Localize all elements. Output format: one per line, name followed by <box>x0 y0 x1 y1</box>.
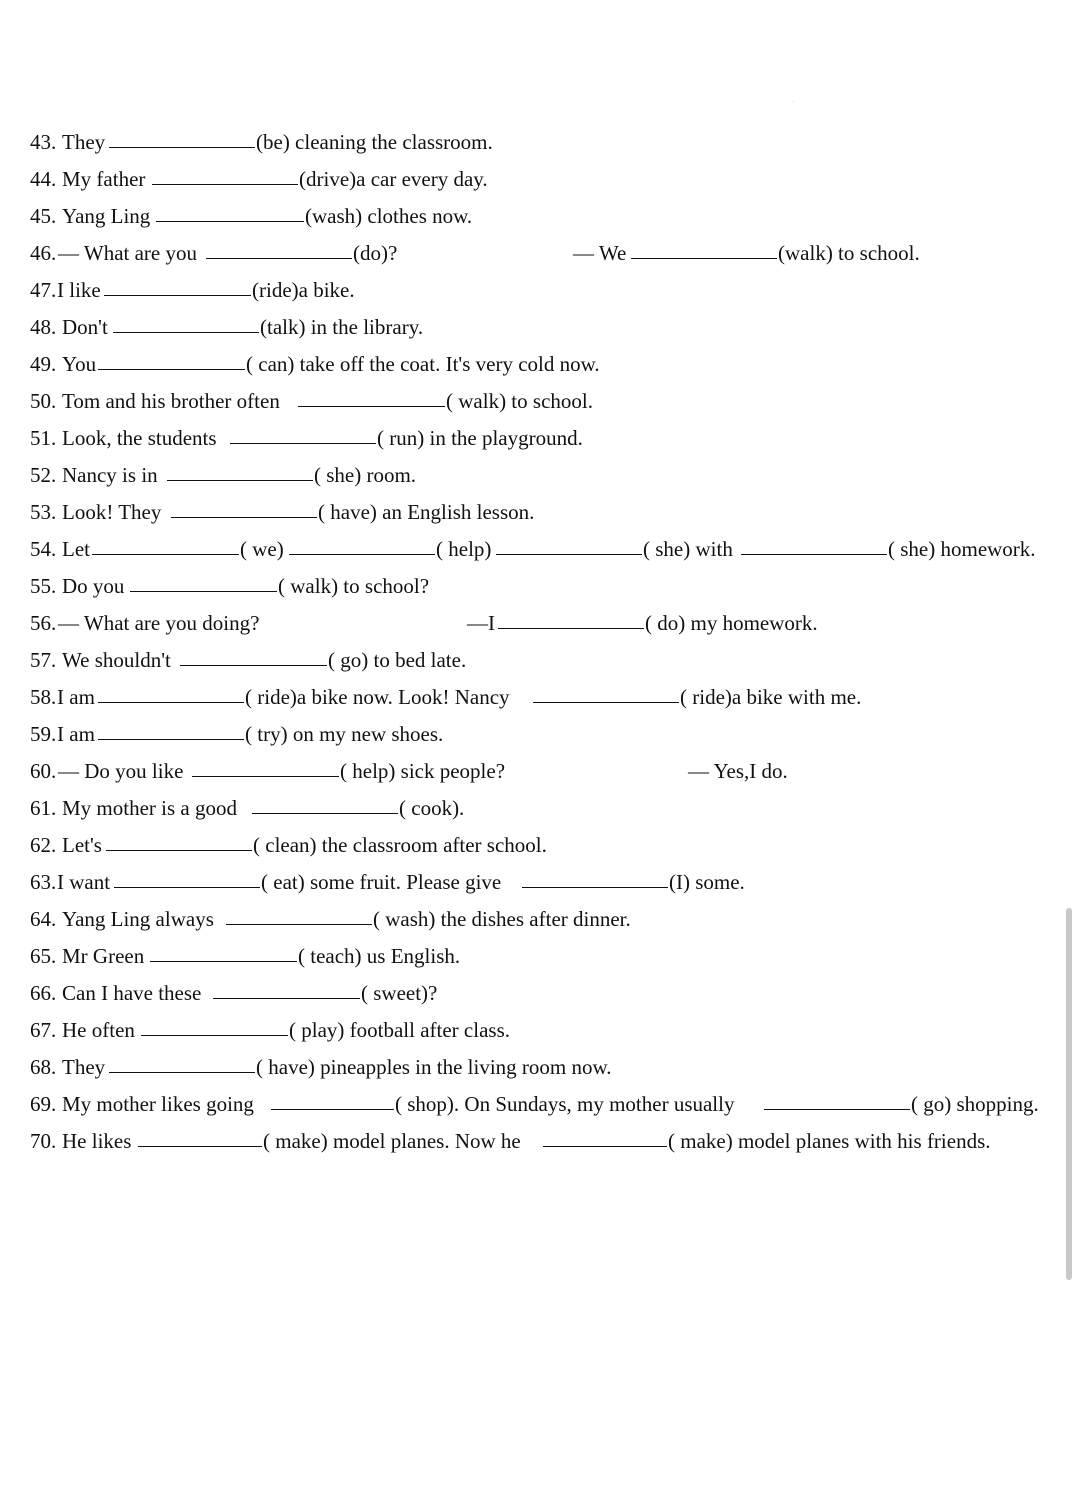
exercise-text: ( walk) to school? <box>278 574 430 598</box>
exercise-number: 64. <box>30 907 57 931</box>
answer-blank[interactable] <box>156 221 304 222</box>
exercise-text: — What are you doing? <box>58 611 260 635</box>
exercise-text: ( sweet)? <box>361 981 438 1005</box>
exercise-number: 55. <box>30 574 57 598</box>
answer-blank[interactable] <box>106 850 252 851</box>
exercise-text: ( clean) the classroom after school. <box>253 833 547 857</box>
answer-blank[interactable] <box>226 924 372 925</box>
exercise-text: I am <box>57 685 95 709</box>
exercise-text: ( try) on my new shoes. <box>245 722 444 746</box>
answer-blank[interactable] <box>167 480 313 481</box>
answer-blank[interactable] <box>109 147 255 148</box>
answer-blank[interactable] <box>138 1146 262 1147</box>
answer-blank[interactable] <box>114 887 260 888</box>
exercise-text: (walk) to school. <box>778 241 920 265</box>
answer-blank[interactable] <box>213 998 360 999</box>
exercise-text: ( go) shopping. <box>911 1092 1039 1116</box>
answer-blank[interactable] <box>104 295 251 296</box>
exercise-text: ( teach) us English. <box>298 944 461 968</box>
exercise-text: ( help) <box>436 537 492 561</box>
exercise-text: ( help) sick people? <box>340 759 506 783</box>
exercise-text: (talk) in the library. <box>260 315 424 339</box>
exercise-text: ( cook). <box>399 796 465 820</box>
answer-blank[interactable] <box>498 628 644 629</box>
exercise-number: 51. <box>30 426 57 450</box>
exercise-text: ( we) <box>240 537 284 561</box>
exercise-text: ( she) with <box>643 537 733 561</box>
exercise-text: ( run) in the playground. <box>377 426 583 450</box>
exercise-number: 63. <box>30 870 57 894</box>
answer-blank[interactable] <box>109 1072 255 1073</box>
answer-blank[interactable] <box>92 554 239 555</box>
exercise-text: They <box>62 130 106 154</box>
exercise-text: They <box>62 1055 106 1079</box>
answer-blank[interactable] <box>192 776 339 777</box>
exercise-text: Look! They <box>62 500 162 524</box>
exercise-text: ( wash) the dishes after dinner. <box>373 907 631 931</box>
exercise-number: 56. <box>30 611 57 635</box>
exercise-number: 52. <box>30 463 57 487</box>
exercise-text: I want <box>57 870 111 894</box>
exercise-text: ( eat) some fruit. Please give <box>261 870 502 894</box>
exercise-number: 45. <box>30 204 57 228</box>
exercise-text: (I) some. <box>669 870 745 894</box>
answer-blank[interactable] <box>533 702 679 703</box>
exercise-number: 48. <box>30 315 57 339</box>
answer-blank[interactable] <box>543 1146 667 1147</box>
exercise-number: 50. <box>30 389 57 413</box>
exercise-text: Yang Ling always <box>62 907 214 931</box>
exercise-text: ( she) homework. <box>888 537 1036 561</box>
exercise-text: Mr Green <box>62 944 145 968</box>
exercise-number: 44. <box>30 167 57 191</box>
exercise-text: Nancy is in <box>62 463 158 487</box>
exercise-text: (wash) clothes now. <box>305 204 473 228</box>
answer-blank[interactable] <box>741 554 887 555</box>
answer-blank[interactable] <box>631 258 777 259</box>
exercise-number: 66. <box>30 981 57 1005</box>
exercise-text: ( go) to bed late. <box>328 648 467 672</box>
exercise-text: I am <box>57 722 95 746</box>
exercise-text: ( shop). On Sundays, my mother usually <box>395 1092 735 1116</box>
exercise-text: (ride)a bike. <box>252 278 355 302</box>
exercise-text: ( make) model planes with his friends. <box>668 1129 991 1153</box>
answer-blank[interactable] <box>171 517 317 518</box>
exercise-text: Look, the students <box>62 426 217 450</box>
exercise-text: ( do) my homework. <box>645 611 818 635</box>
exercise-number: 62. <box>30 833 57 857</box>
answer-blank[interactable] <box>298 406 445 407</box>
exercise-number: 60. <box>30 759 57 783</box>
answer-blank[interactable] <box>141 1035 288 1036</box>
exercise-text: — We <box>573 241 627 265</box>
exercise-text: My mother is a good <box>62 796 237 820</box>
exercise-number: 59. <box>30 722 57 746</box>
answer-blank[interactable] <box>98 369 245 370</box>
exercise-number: 58. <box>30 685 57 709</box>
exercise-text: — What are you <box>58 241 197 265</box>
answer-blank[interactable] <box>522 887 668 888</box>
exercise-number: 61. <box>30 796 57 820</box>
exercise-text: Don't <box>62 315 108 339</box>
answer-blank[interactable] <box>496 554 642 555</box>
exercise-text: We shouldn't <box>62 648 171 672</box>
exercise-text: He often <box>62 1018 135 1042</box>
exercise-number: 57. <box>30 648 57 672</box>
answer-blank[interactable] <box>150 961 297 962</box>
answer-blank[interactable] <box>289 554 435 555</box>
exercise-text: (be) cleaning the classroom. <box>256 130 493 154</box>
vertical-scrollbar[interactable] <box>1066 908 1072 1280</box>
exercise-text: —I <box>467 611 495 635</box>
exercise-text: Can I have these <box>62 981 202 1005</box>
answer-blank[interactable] <box>98 702 244 703</box>
answer-blank[interactable] <box>271 1109 394 1110</box>
answer-blank[interactable] <box>152 184 298 185</box>
exercise-text: You <box>62 352 97 376</box>
exercise-number: 69. <box>30 1092 57 1116</box>
exercise-number: 54. <box>30 537 57 561</box>
exercise-text: Tom and his brother often <box>62 389 280 413</box>
exercise-number: 49. <box>30 352 57 376</box>
answer-blank[interactable] <box>252 813 398 814</box>
exercise-text: ( walk) to school. <box>446 389 593 413</box>
exercise-number: 65. <box>30 944 57 968</box>
exercise-number: 47. <box>30 278 57 302</box>
exercise-text: My mother likes going <box>62 1092 254 1116</box>
exercise-text: ( have) pineapples in the living room now. <box>256 1055 612 1079</box>
exercise-text: (drive)a car every day. <box>299 167 488 191</box>
answer-blank[interactable] <box>764 1109 910 1110</box>
exercise-text: — Yes,I do. <box>688 759 788 783</box>
answer-blank[interactable] <box>230 443 376 444</box>
exercise-text: ( ride)a bike now. Look! Nancy <box>245 685 510 709</box>
exercise-text: My father <box>62 167 146 191</box>
exercise-text: I like <box>57 278 101 302</box>
exercise-text: He likes <box>62 1129 132 1153</box>
answer-blank[interactable] <box>180 665 327 666</box>
exercise-number: 43. <box>30 130 57 154</box>
exercise-text: ( can) take off the coat. It's very cold now. <box>246 352 600 376</box>
exercise-text: ( make) model planes. Now he <box>263 1129 521 1153</box>
exercise-text: Let's <box>62 833 102 857</box>
answer-blank[interactable] <box>206 258 352 259</box>
answer-blank[interactable] <box>98 739 244 740</box>
exercise-text: ( she) room. <box>314 463 417 487</box>
exercise-text: Do you <box>62 574 125 598</box>
exercise-number: 46. <box>30 241 57 265</box>
exercise-text: ( play) football after class. <box>289 1018 510 1042</box>
exercise-text: Let <box>62 537 90 561</box>
exercise-text: Yang Ling <box>62 204 151 228</box>
exercise-text: (do)? <box>353 241 398 265</box>
page-speck <box>792 101 794 102</box>
exercise-number: 70. <box>30 1129 57 1153</box>
exercise-text: ( have) an English lesson. <box>318 500 535 524</box>
answer-blank[interactable] <box>113 332 259 333</box>
answer-blank[interactable] <box>130 591 277 592</box>
exercise-number: 67. <box>30 1018 57 1042</box>
exercise-text: ( ride)a bike with me. <box>680 685 862 709</box>
exercise-text: — Do you like <box>58 759 184 783</box>
exercise-number: 53. <box>30 500 57 524</box>
exercise-number: 68. <box>30 1055 57 1079</box>
